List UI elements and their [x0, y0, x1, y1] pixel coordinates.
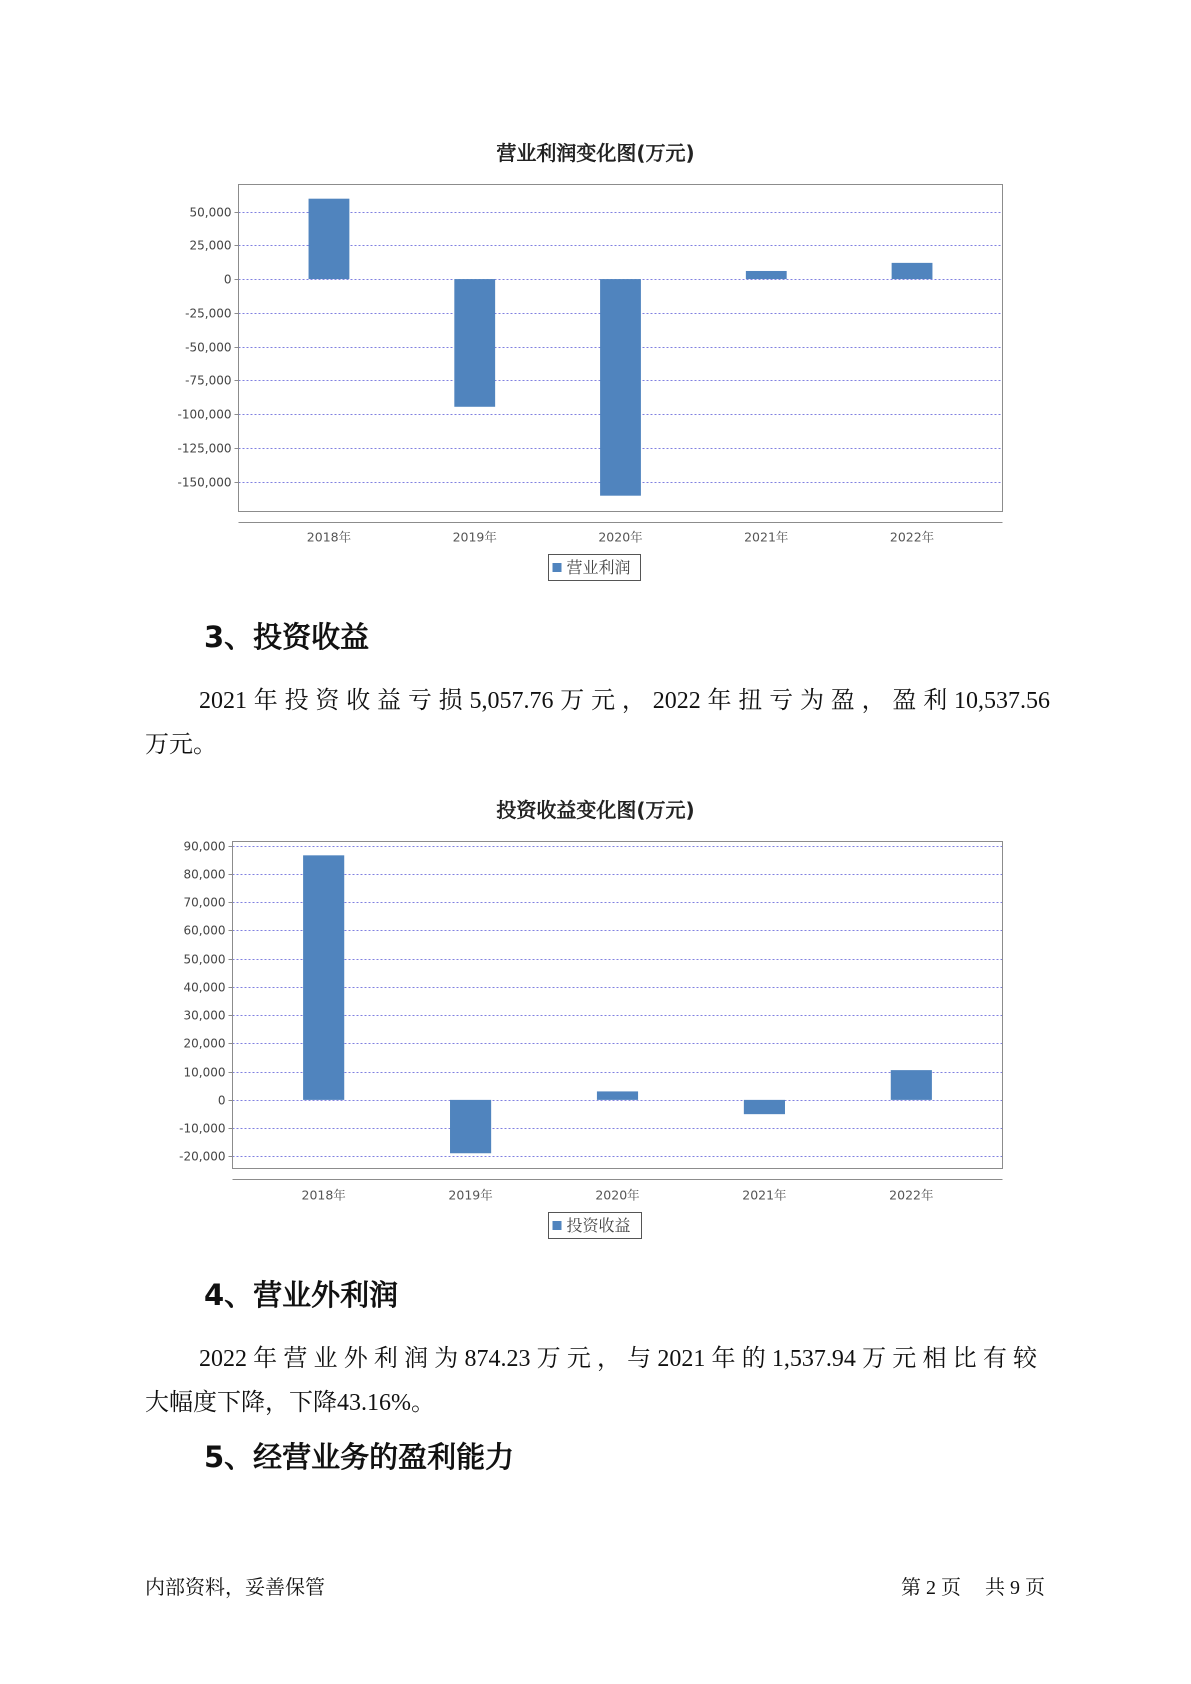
- legend-label: 营业利润: [566, 558, 631, 577]
- x-tick-label: 2022年: [889, 529, 935, 545]
- y-tick-label: 90,000: [183, 839, 226, 854]
- bar-2020: [600, 279, 641, 496]
- y-tick-label: -150,000: [177, 475, 232, 490]
- y-tick-label: 50,000: [189, 205, 232, 220]
- investment-income-chart: [0, 780, 1191, 1260]
- y-tick-label: -10,000: [179, 1121, 226, 1136]
- bar-2018: [303, 855, 344, 1100]
- y-tick-label: -20,000: [179, 1149, 226, 1164]
- legend-label: 投资收益: [566, 1216, 631, 1235]
- paragraph-line: 2021年投资收益亏损5,057.76万元，2022年扭亏为盈，盈利10,537.56: [199, 688, 1050, 714]
- legend-swatch: [553, 563, 562, 572]
- x-tick-label: 2021年: [744, 529, 789, 545]
- bar-2020: [597, 1091, 638, 1099]
- operating-profit-chart: [0, 120, 1191, 600]
- y-tick-label: 30,000: [183, 1008, 226, 1023]
- y-tick-label: 10,000: [183, 1065, 226, 1080]
- y-tick-label: 40,000: [183, 980, 226, 995]
- bar-2019: [454, 279, 495, 407]
- x-tick-label: 2019年: [448, 1187, 493, 1203]
- y-tick-label: 0: [223, 272, 232, 287]
- total-pages: 共 9 页: [985, 1577, 1045, 1599]
- x-tick-label: 2021年: [742, 1187, 787, 1203]
- y-tick-label: 80,000: [183, 867, 226, 882]
- bar-2021: [744, 1100, 785, 1114]
- chart-title: 投资收益变化图(万元): [496, 798, 695, 822]
- section-heading-core-business-profitability: 5、经营业务的盈利能力: [204, 1440, 515, 1474]
- y-tick-label: 50,000: [183, 952, 226, 967]
- paragraph-line: 万元。: [145, 732, 217, 758]
- bar-2019: [450, 1100, 491, 1153]
- y-tick-label: -75,000: [185, 373, 232, 388]
- x-tick-label: 2020年: [598, 529, 643, 545]
- legend: [549, 1213, 642, 1239]
- bar-2018: [309, 199, 350, 279]
- y-tick-label: -125,000: [177, 441, 232, 456]
- page-number: [901, 1575, 1045, 1601]
- plot-area: [233, 842, 1003, 1169]
- confidentiality-note: 内部资料，妥善保管: [145, 1577, 325, 1599]
- x-tick-label: 2019年: [452, 529, 497, 545]
- y-tick-label: 60,000: [183, 923, 226, 938]
- chart-title: 营业利润变化图(万元): [496, 141, 695, 165]
- y-tick-label: 25,000: [189, 238, 232, 253]
- y-tick-label: -50,000: [185, 340, 232, 355]
- paragraph-line: 大幅度下降，下降43.16%。: [145, 1390, 435, 1416]
- legend-swatch: [553, 1221, 562, 1230]
- bar-2021: [746, 271, 787, 279]
- x-tick-label: 2018年: [306, 529, 352, 545]
- legend: [549, 555, 641, 581]
- current-page: 第 2 页: [901, 1577, 961, 1599]
- paragraph-line: 2022年营业外利润为874.23万元，与2021年的1,537.94万元相比有较: [199, 1346, 1037, 1372]
- y-tick-label: 70,000: [183, 895, 226, 910]
- x-tick-label: 2018年: [301, 1187, 346, 1203]
- bar-2022: [892, 263, 933, 279]
- y-tick-label: 0: [217, 1093, 226, 1108]
- y-tick-label: 20,000: [183, 1036, 226, 1051]
- section-heading-investment-income: 3、投资收益: [204, 620, 370, 654]
- bar-2022: [891, 1070, 932, 1100]
- y-tick-label: -25,000: [185, 306, 232, 321]
- section-heading-non-operating-profit: 4、营业外利润: [204, 1278, 399, 1312]
- x-tick-label: 2020年: [595, 1187, 640, 1203]
- x-tick-label: 2022年: [889, 1187, 934, 1203]
- y-tick-label: -100,000: [177, 407, 232, 422]
